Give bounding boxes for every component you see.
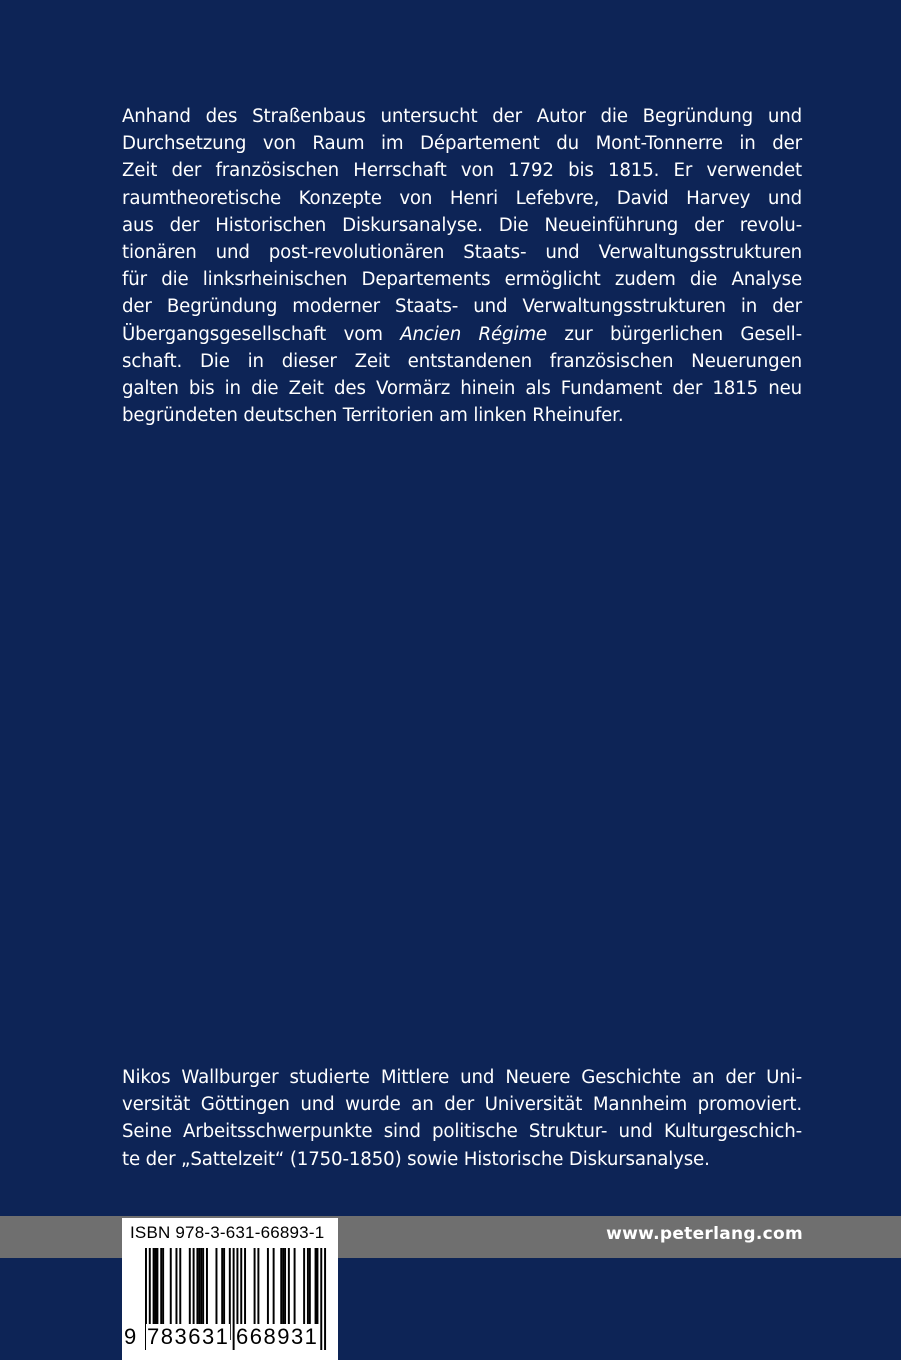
blurb-line: Anhand des Straßenbaus untersucht der Autor die Begründung und xyxy=(122,106,802,127)
blurb-text: zur bürgerlichen Gesell- xyxy=(546,323,802,345)
author-line: versität Göttingen und wurde an der Universität Mannheim promoviert. xyxy=(122,1094,802,1116)
author-line: te der „Sattelzeit“ (1750-1850) sowie Historische Diskursanalyse. xyxy=(122,1148,710,1170)
blurb-line: begründeten deutschen Territorien am linken Rheinufer. xyxy=(122,405,624,427)
author-line: Seine Arbeitsschwerpunkte sind politische Struktur- und Kulturgeschich- xyxy=(122,1121,802,1143)
blurb-line: raumtheoretische Konzepte von Henri Lefebvre, David Harvey und xyxy=(122,187,802,209)
blurb-line: Zeit der französischen Herrschaft von 1792 bis 1815. Er verwendet xyxy=(122,160,802,182)
blurb-text: Übergangsgesellschaft vom xyxy=(122,323,401,345)
ean-left-digits: 783631 xyxy=(147,1324,230,1349)
barcode-bar xyxy=(324,1248,326,1350)
publisher-website[interactable]: www.peterlang.com xyxy=(606,1224,803,1244)
isbn-barcode xyxy=(122,1218,338,1360)
barcode-bar xyxy=(320,1248,322,1350)
ean-first-digit: 9 xyxy=(124,1324,137,1349)
blurb-line: Durchsetzung von Raum im Département du Mont-Tonnerre in der xyxy=(122,133,802,155)
isbn-label: ISBN 978-3-631-66893-1 xyxy=(130,1223,325,1242)
blurb-line: tionären und post-revolutionären Staats- und Verwaltungsstrukturen xyxy=(122,242,802,264)
book-blurb xyxy=(122,103,802,429)
ean-right-digits: 668931 xyxy=(236,1324,319,1349)
blurb-line: galten bis in die Zeit des Vormärz hinein als Fundament der 1815 neu xyxy=(122,378,802,400)
blurb-line: der Begründung moderner Staats- und Verwaltungsstrukturen in der xyxy=(122,296,802,318)
blurb-line: aus der Historischen Diskursanalyse. Die Neueinführung der revolu- xyxy=(122,214,802,236)
blurb-line xyxy=(122,321,802,348)
author-bio xyxy=(122,1064,802,1173)
author-line: Nikos Wallburger studierte Mittlere und Neuere Geschichte an der Uni- xyxy=(122,1067,802,1088)
blurb-line: schaft. Die in dieser Zeit entstandenen französischen Neuerungen xyxy=(122,350,802,372)
blurb-italic-term: Ancien Régime xyxy=(400,323,547,345)
blurb-line: für die linksrheinischen Departements ermöglicht zudem die Analyse xyxy=(122,269,802,291)
